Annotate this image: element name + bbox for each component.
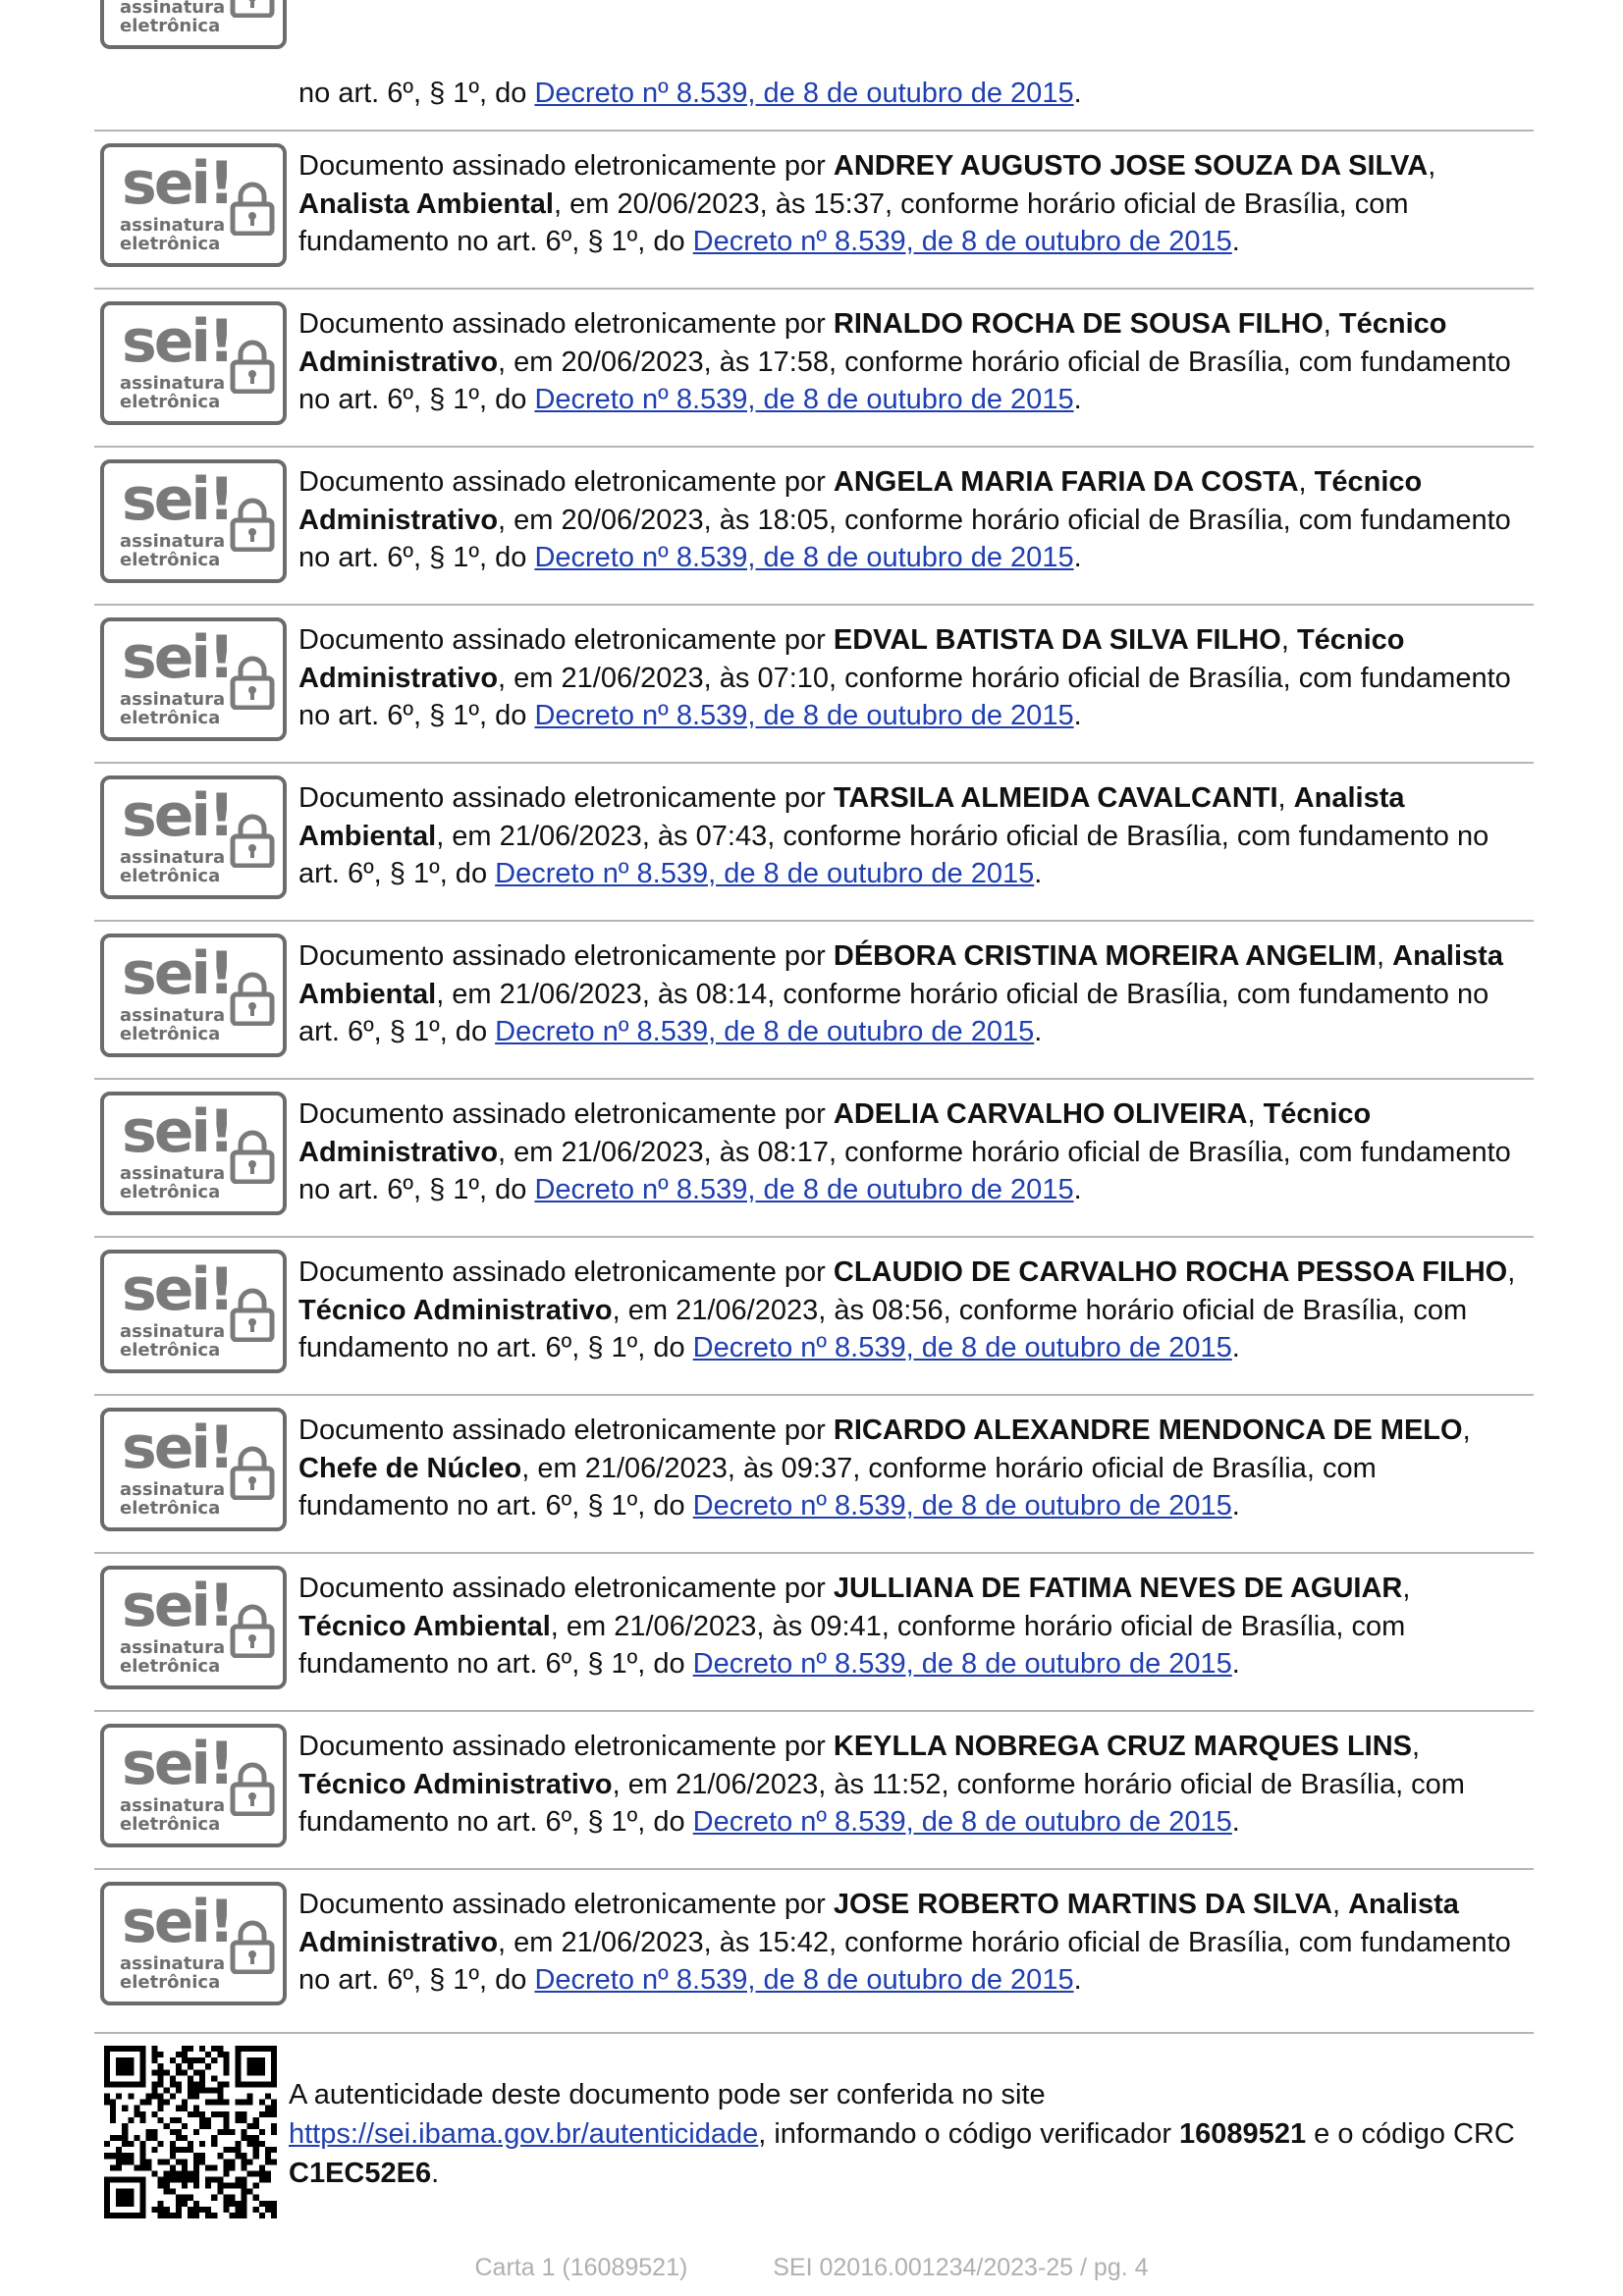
signature-text: Documento assinado eletronicamente por ANGELA MARIA FARIA DA COSTA, Técnico Administrativo, em 20/06/2023, às 18:05, conforme horário oficial de Brasília, com fundamento no art. 6º, § 1º, do Decreto nº 8.539, de 8 de outubro de 2015. (298, 466, 1511, 573)
sei-signature-seal (100, 617, 287, 741)
seal-caption-line2: eletrônica (120, 708, 221, 728)
padlock-icon (230, 1287, 275, 1342)
signature-date: 21/06/2023 (614, 1610, 757, 1642)
seal-caption (120, 848, 225, 885)
decree-link[interactable]: Decreto nº 8.539, de 8 de outubro de 2015 (692, 1648, 1232, 1680)
signature-time: 09:37 (781, 1452, 853, 1484)
seal-caption-line1: assinatura (120, 1163, 226, 1184)
signer-name: JULLIANA DE FATIMA NEVES DE AGUIAR (833, 1573, 1403, 1604)
seal-caption-line2: eletrônica (120, 234, 221, 254)
footer-process-page: SEI 02016.001234/2023-25 / pg. 4 (773, 2254, 1149, 2281)
signature-date: 20/06/2023 (561, 346, 704, 378)
decree-link[interactable]: Decreto nº 8.539, de 8 de outubro de 2015 (534, 384, 1074, 415)
decree-link[interactable]: Decreto nº 8.539, de 8 de outubro de 2015 (534, 1964, 1074, 1996)
padlock-icon (230, 655, 275, 710)
signature-time: 18:05 (757, 504, 830, 536)
signature-date: 21/06/2023 (499, 978, 642, 1010)
signature-date: 20/06/2023 (561, 504, 704, 536)
signer-role: Técnico Administrativo (298, 308, 1447, 378)
signer-name: KEYLLA NOBREGA CRUZ MARQUES LINS (833, 1731, 1413, 1762)
crc-code: C1EC52E6 (289, 2158, 432, 2189)
seal-caption-line2: eletrônica (120, 1182, 221, 1202)
padlock-icon (230, 497, 275, 552)
signature-date: 21/06/2023 (499, 820, 642, 852)
sei-signature-seal (100, 1250, 287, 1373)
seal-brand: sei! (122, 465, 233, 534)
seal-caption-line2: eletrônica (120, 1340, 221, 1361)
seal-caption-line1: assinatura (120, 0, 226, 18)
sei-signature-seal (100, 143, 287, 267)
signer-name: CLAUDIO DE CARVALHO ROCHA PESSOA FILHO (833, 1256, 1508, 1288)
signer-name: RICARDO ALEXANDRE MENDONCA DE MELO (833, 1415, 1463, 1446)
seal-caption-line2: eletrônica (120, 1024, 221, 1044)
seal-brand: sei! (122, 939, 233, 1008)
sei-signature-seal (100, 301, 287, 425)
signer-role: Analista Ambiental (298, 782, 1405, 852)
signature-row (94, 1868, 1534, 2028)
seal-caption (120, 690, 225, 727)
seal-brand: sei! (122, 307, 233, 376)
padlock-icon (230, 181, 275, 236)
signature-row (94, 920, 1534, 1080)
signature-text: Documento assinado eletronicamente por KEYLLA NOBREGA CRUZ MARQUES LINS, Técnico Administrativo, em 21/06/2023, às 11:52, conforme horário oficial de Brasília, com fundamento no art. 6º, § 1º, do Decreto nº 8.539, de 8 de outubro de 2015. (298, 1731, 1465, 1838)
seal-caption-line1: assinatura (120, 1795, 226, 1816)
page-footer (0, 2254, 1623, 2282)
signature-row (94, 1394, 1534, 1554)
signature-row (94, 288, 1534, 448)
decree-link[interactable]: Decreto nº 8.539, de 8 de outubro de 2015 (692, 226, 1232, 257)
signature-row (94, 1078, 1534, 1238)
decree-link[interactable]: Decreto nº 8.539, de 8 de outubro de 2015 (692, 1806, 1232, 1838)
seal-caption-line1: assinatura (120, 847, 226, 868)
signature-text: Documento assinado eletronicamente por DÉBORA CRISTINA MOREIRA ANGELIM, Analista Ambiental, em 21/06/2023, às 08:14, conforme horário oficial de Brasília, com fundamento no art. 6º, § 1º, do Decreto nº 8.539, de 8 de outubro de 2015. (298, 940, 1503, 1047)
signature-time: 15:42 (757, 1926, 830, 1958)
padlock-icon (230, 1761, 275, 1816)
signature-time: 08:17 (757, 1136, 830, 1168)
signature-text: Documento assinado eletronicamente por ANDREY AUGUSTO JOSE SOUZA DA SILVA, Analista Ambiental, em 20/06/2023, às 15:37, conforme horário oficial de Brasília, com fundamento no art. 6º, § 1º, do Decreto nº 8.539, de 8 de outubro de 2015. (298, 150, 1436, 257)
signer-role: Técnico Ambiental (298, 1610, 551, 1642)
seal-caption-line1: assinatura (120, 215, 226, 236)
signer-name: ADELIA CARVALHO OLIVEIRA (833, 1098, 1248, 1130)
signature-time: 08:14 (695, 978, 768, 1010)
authenticity-text: A autenticidade deste documento pode ser conferida no site https://sei.ibama.gov.br/autenticidade, informando o código verificador 16089521 e o código CRC C1EC52E6. (289, 2079, 1515, 2189)
signer-name: ANGELA MARIA FARIA DA COSTA (833, 466, 1299, 498)
signature-date: 21/06/2023 (561, 1926, 704, 1958)
signer-name: DÉBORA CRISTINA MOREIRA ANGELIM (833, 940, 1378, 972)
decree-link[interactable]: Decreto nº 8.539, de 8 de outubro de 2015 (692, 1490, 1232, 1522)
sei-signature-seal (100, 1724, 287, 1847)
signer-name: TARSILA ALMEIDA CAVALCANTI (833, 782, 1278, 814)
seal-caption-line2: eletrônica (120, 1972, 221, 1993)
signature-row (94, 130, 1534, 290)
signature-text: Documento assinado eletronicamente por TARSILA ALMEIDA CAVALCANTI, Analista Ambiental, em 21/06/2023, às 07:43, conforme horário oficial de Brasília, com fundamento no art. 6º, § 1º, do Decreto nº 8.539, de 8 de outubro de 2015. (298, 782, 1489, 889)
signer-role: Chefe de Núcleo (298, 1452, 522, 1484)
sei-signature-seal (100, 934, 287, 1057)
seal-caption (120, 1954, 225, 1992)
padlock-icon (230, 339, 275, 394)
signature-text: no art. 6º, § 1º, do Decreto nº 8.539, de 8 de outubro de 2015. (298, 78, 1082, 109)
signer-role: Técnico Administrativo (298, 624, 1405, 694)
signature-date: 21/06/2023 (561, 662, 704, 694)
seal-caption (120, 532, 225, 569)
signature-time: 15:37 (813, 187, 885, 220)
seal-brand: sei! (122, 623, 233, 692)
decree-link[interactable]: Decreto nº 8.539, de 8 de outubro de 2015 (495, 1016, 1035, 1047)
seal-caption (120, 1322, 225, 1360)
padlock-icon (230, 971, 275, 1026)
decree-link[interactable]: Decreto nº 8.539, de 8 de outubro de 2015 (534, 542, 1074, 573)
sei-signature-seal (100, 1092, 287, 1215)
seal-brand: sei! (122, 1888, 233, 1956)
signature-date: 21/06/2023 (676, 1294, 819, 1326)
seal-caption (120, 1638, 225, 1676)
signature-row (94, 1236, 1534, 1396)
signer-name: ANDREY AUGUSTO JOSE SOUZA DA SILVA (833, 150, 1429, 182)
seal-caption (120, 1164, 225, 1201)
padlock-icon (230, 813, 275, 868)
padlock-icon (230, 1129, 275, 1184)
signer-role: Analista Administrativo (298, 1889, 1459, 1958)
decree-link[interactable]: Decreto nº 8.539, de 8 de outubro de 2015 (692, 1332, 1232, 1363)
sei-signature-seal (100, 1408, 287, 1531)
signature-row (94, 446, 1534, 606)
sei-signature-seal (100, 0, 287, 49)
sei-signature-seal (100, 1882, 287, 2005)
signature-text: Documento assinado eletronicamente por JULLIANA DE FATIMA NEVES DE AGUIAR, Técnico Ambiental, em 21/06/2023, às 09:41, conforme horário oficial de Brasília, com fundamento no art. 6º, § 1º, do Decreto nº 8.539, de 8 de outubro de 2015. (298, 1573, 1411, 1680)
signer-name: JOSE ROBERTO MARTINS DA SILVA (833, 1889, 1332, 1920)
signer-role: Técnico Administrativo (298, 1098, 1372, 1168)
signature-time: 11:52 (872, 1768, 942, 1800)
signature-date: 21/06/2023 (584, 1452, 728, 1484)
sei-signature-seal (100, 1566, 287, 1689)
seal-caption (120, 216, 225, 253)
signature-time: 07:43 (695, 820, 768, 852)
seal-brand: sei! (122, 1730, 233, 1798)
signer-name: EDVAL BATISTA DA SILVA FILHO (833, 624, 1281, 656)
signature-time: 09:41 (810, 1610, 882, 1642)
signature-date: 20/06/2023 (617, 187, 760, 220)
signature-row (94, 1552, 1534, 1712)
footer-document-id: Carta 1 (16089521) (474, 2254, 688, 2281)
signature-text: Documento assinado eletronicamente por EDVAL BATISTA DA SILVA FILHO, Técnico Administrativo, em 21/06/2023, às 07:10, conforme horário oficial de Brasília, com fundamento no art. 6º, § 1º, do Decreto nº 8.539, de 8 de outubro de 2015. (298, 624, 1511, 731)
seal-caption-line1: assinatura (120, 1637, 226, 1658)
seal-brand: sei! (122, 1414, 233, 1482)
seal-caption-line1: assinatura (120, 1321, 226, 1342)
seal-caption-line2: eletrônica (120, 1498, 221, 1519)
seal-brand: sei! (122, 1572, 233, 1640)
seal-brand: sei! (122, 781, 233, 850)
signature-row-partial (94, 0, 1534, 130)
seal-caption (120, 1006, 225, 1043)
seal-caption-line1: assinatura (120, 1005, 226, 1026)
seal-caption-line2: eletrônica (120, 550, 221, 570)
seal-caption-line1: assinatura (120, 1953, 226, 1974)
signature-date: 21/06/2023 (561, 1136, 704, 1168)
signer-role: Analista Ambiental (298, 187, 554, 220)
padlock-icon (230, 0, 275, 18)
seal-caption (120, 1480, 225, 1518)
signature-row (94, 762, 1534, 922)
seal-caption (120, 1796, 225, 1834)
authenticity-block (94, 2036, 1534, 2232)
signature-time: 07:10 (757, 662, 830, 694)
seal-caption-line2: eletrônica (120, 1814, 221, 1835)
seal-brand: sei! (122, 1255, 233, 1324)
signature-text: Documento assinado eletronicamente por RICARDO ALEXANDRE MENDONCA DE MELO, Chefe de Núcleo, em 21/06/2023, às 09:37, conforme horário oficial de Brasília, com fundamento no art. 6º, § 1º, do Decreto nº 8.539, de 8 de outubro de 2015. (298, 1415, 1471, 1522)
sei-signature-seal (100, 459, 287, 583)
signer-role: Analista Ambiental (298, 940, 1503, 1010)
decree-link[interactable]: Decreto nº 8.539, de 8 de outubro de 2015 (534, 1174, 1074, 1205)
signer-name: RINALDO ROCHA DE SOUSA FILHO (833, 308, 1324, 340)
signature-text: Documento assinado eletronicamente por ADELIA CARVALHO OLIVEIRA, Técnico Administrativo, em 21/06/2023, às 08:17, conforme horário oficial de Brasília, com fundamento no art. 6º, § 1º, do Decreto nº 8.539, de 8 de outubro de 2015. (298, 1098, 1511, 1205)
seal-caption-line1: assinatura (120, 1479, 226, 1500)
signature-row (94, 604, 1534, 764)
seal-caption-line2: eletrônica (120, 392, 221, 412)
seal-caption-line2: eletrônica (120, 16, 221, 36)
signer-role: Técnico Administrativo (298, 1294, 613, 1326)
decree-link[interactable]: Decreto nº 8.539, de 8 de outubro de 2015 (534, 700, 1074, 731)
sei-signature-seal (100, 775, 287, 899)
padlock-icon (230, 1919, 275, 1974)
signature-row (94, 1710, 1534, 1870)
decree-link[interactable]: Decreto nº 8.539, de 8 de outubro de 2015 (495, 858, 1035, 889)
signer-role: Técnico Administrativo (298, 1768, 613, 1800)
authenticity-link[interactable]: https://sei.ibama.gov.br/autenticidade (289, 2118, 759, 2150)
signature-text: Documento assinado eletronicamente por JOSE ROBERTO MARTINS DA SILVA, Analista Administrativo, em 21/06/2023, às 15:42, conforme horário oficial de Brasília, com fundamento no art. 6º, § 1º, do Decreto nº 8.539, de 8 de outubro de 2015. (298, 1889, 1511, 1996)
decree-link[interactable]: Decreto nº 8.539, de 8 de outubro de 2015 (534, 78, 1074, 109)
seal-caption-line2: eletrônica (120, 1656, 221, 1677)
verifier-code: 16089521 (1179, 2118, 1307, 2150)
padlock-icon (230, 1603, 275, 1658)
qr-code-icon (104, 2046, 277, 2218)
padlock-icon (230, 1445, 275, 1500)
seal-brand: sei! (122, 1097, 233, 1166)
signature-date: 21/06/2023 (676, 1768, 819, 1800)
seal-caption (120, 0, 225, 35)
signature-time: 08:56 (872, 1294, 944, 1326)
signature-text: Documento assinado eletronicamente por RINALDO ROCHA DE SOUSA FILHO, Técnico Administrativo, em 20/06/2023, às 17:58, conforme horário oficial de Brasília, com fundamento no art. 6º, § 1º, do Decreto nº 8.539, de 8 de outubro de 2015. (298, 308, 1511, 415)
seal-caption-line1: assinatura (120, 373, 226, 394)
seal-caption (120, 374, 225, 411)
authenticity-intro: A autenticidade deste documento pode ser conferida no site (289, 2079, 1046, 2110)
signature-text: Documento assinado eletronicamente por CLAUDIO DE CARVALHO ROCHA PESSOA FILHO, Técnico Administrativo, em 21/06/2023, às 08:56, conforme horário oficial de Brasília, com fundamento no art. 6º, § 1º, do Decreto nº 8.539, de 8 de outubro de 2015. (298, 1256, 1516, 1363)
signer-role: Técnico Administrativo (298, 466, 1423, 536)
signature-time: 17:58 (757, 346, 830, 378)
seal-caption-line1: assinatura (120, 531, 226, 552)
signature-tail: no art. 6º, § 1º, do (298, 78, 535, 109)
seal-caption-line1: assinatura (120, 689, 226, 710)
seal-brand: sei! (122, 149, 233, 218)
seal-caption-line2: eletrônica (120, 866, 221, 886)
divider (94, 2032, 1534, 2034)
